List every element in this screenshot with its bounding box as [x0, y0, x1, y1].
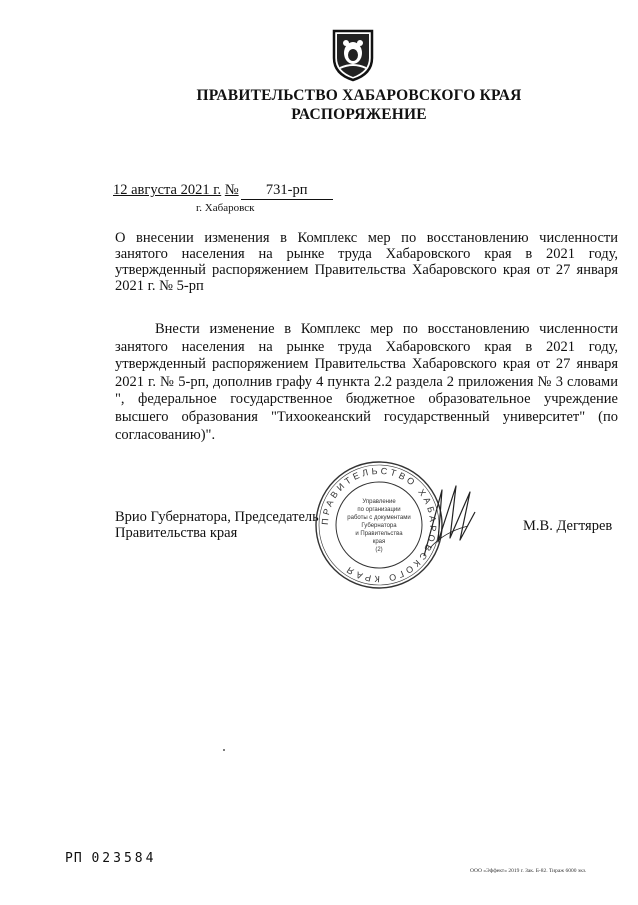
document-subject: О внесении изменения в Комплекс мер по восстановлению численности занятого населения на рынке труда Хабаровского края в 2021 году, утвержденный распоряжением Правительства Хабаровского края от 27 января 2021 г. № 5-рп [115, 230, 618, 294]
signatory-position-line2: Правительства края [115, 525, 238, 541]
signatory-position [115, 509, 319, 541]
seal-line-3: работы с документами [347, 515, 411, 521]
document-type-title: РАСПОРЯЖЕНИЕ [291, 106, 427, 123]
signatory-position-line1: Врио Губернатора, Председатель [115, 509, 319, 525]
handwritten-signature [420, 482, 478, 560]
date-number-line [113, 182, 333, 200]
printer-imprint: ООО «Эффект» 2019 г. Зак. Б-82. Тираж 6000 экз. [470, 868, 587, 874]
number-label: № [224, 182, 239, 198]
seal-line-7: (2) [375, 547, 383, 553]
seal-ring-text: ПРАВИТЕЛЬСТВО ХАБАРОВСКОГО КРАЯ [319, 465, 439, 585]
seal-line-6: края [372, 539, 386, 545]
government-title: ПРАВИТЕЛЬСТВО ХАБАРОВСКОГО КРАЯ [196, 87, 522, 104]
document-city: г. Хабаровск [196, 202, 255, 214]
document-body: Внести изменение в Комплекс мер по восстановлению численности занятого населения на рынке труда Хабаровского края в 2021 году, утвержденный распоряжением Правительства Хабаровского края от 27 января 2021 г. № 5-рп, дополнив графу 4 пункта 2.2 раздела 2 приложения № 3 словами ", федеральное государственное бюджетное образовательное учреждение высшего образования "Тихоокеанский государственный университет" (по согласованию)". [115, 321, 618, 443]
serial-number: 023584 [91, 851, 157, 866]
serial-prefix: РП [65, 851, 83, 866]
seal-line-5: и Правительства [355, 531, 403, 537]
seal-line-2: по организации [357, 507, 401, 513]
document-number: 731-рп [241, 182, 333, 200]
form-serial-number [65, 851, 156, 866]
scan-speck [223, 749, 225, 751]
document-date: 12 августа 2021 г. [113, 182, 222, 198]
coat-of-arms-emblem [331, 28, 375, 82]
seal-line-1: Управление [362, 499, 396, 505]
signatory-name: М.В. Дегтярев [523, 518, 613, 534]
seal-line-4: Губернатора [361, 523, 397, 529]
